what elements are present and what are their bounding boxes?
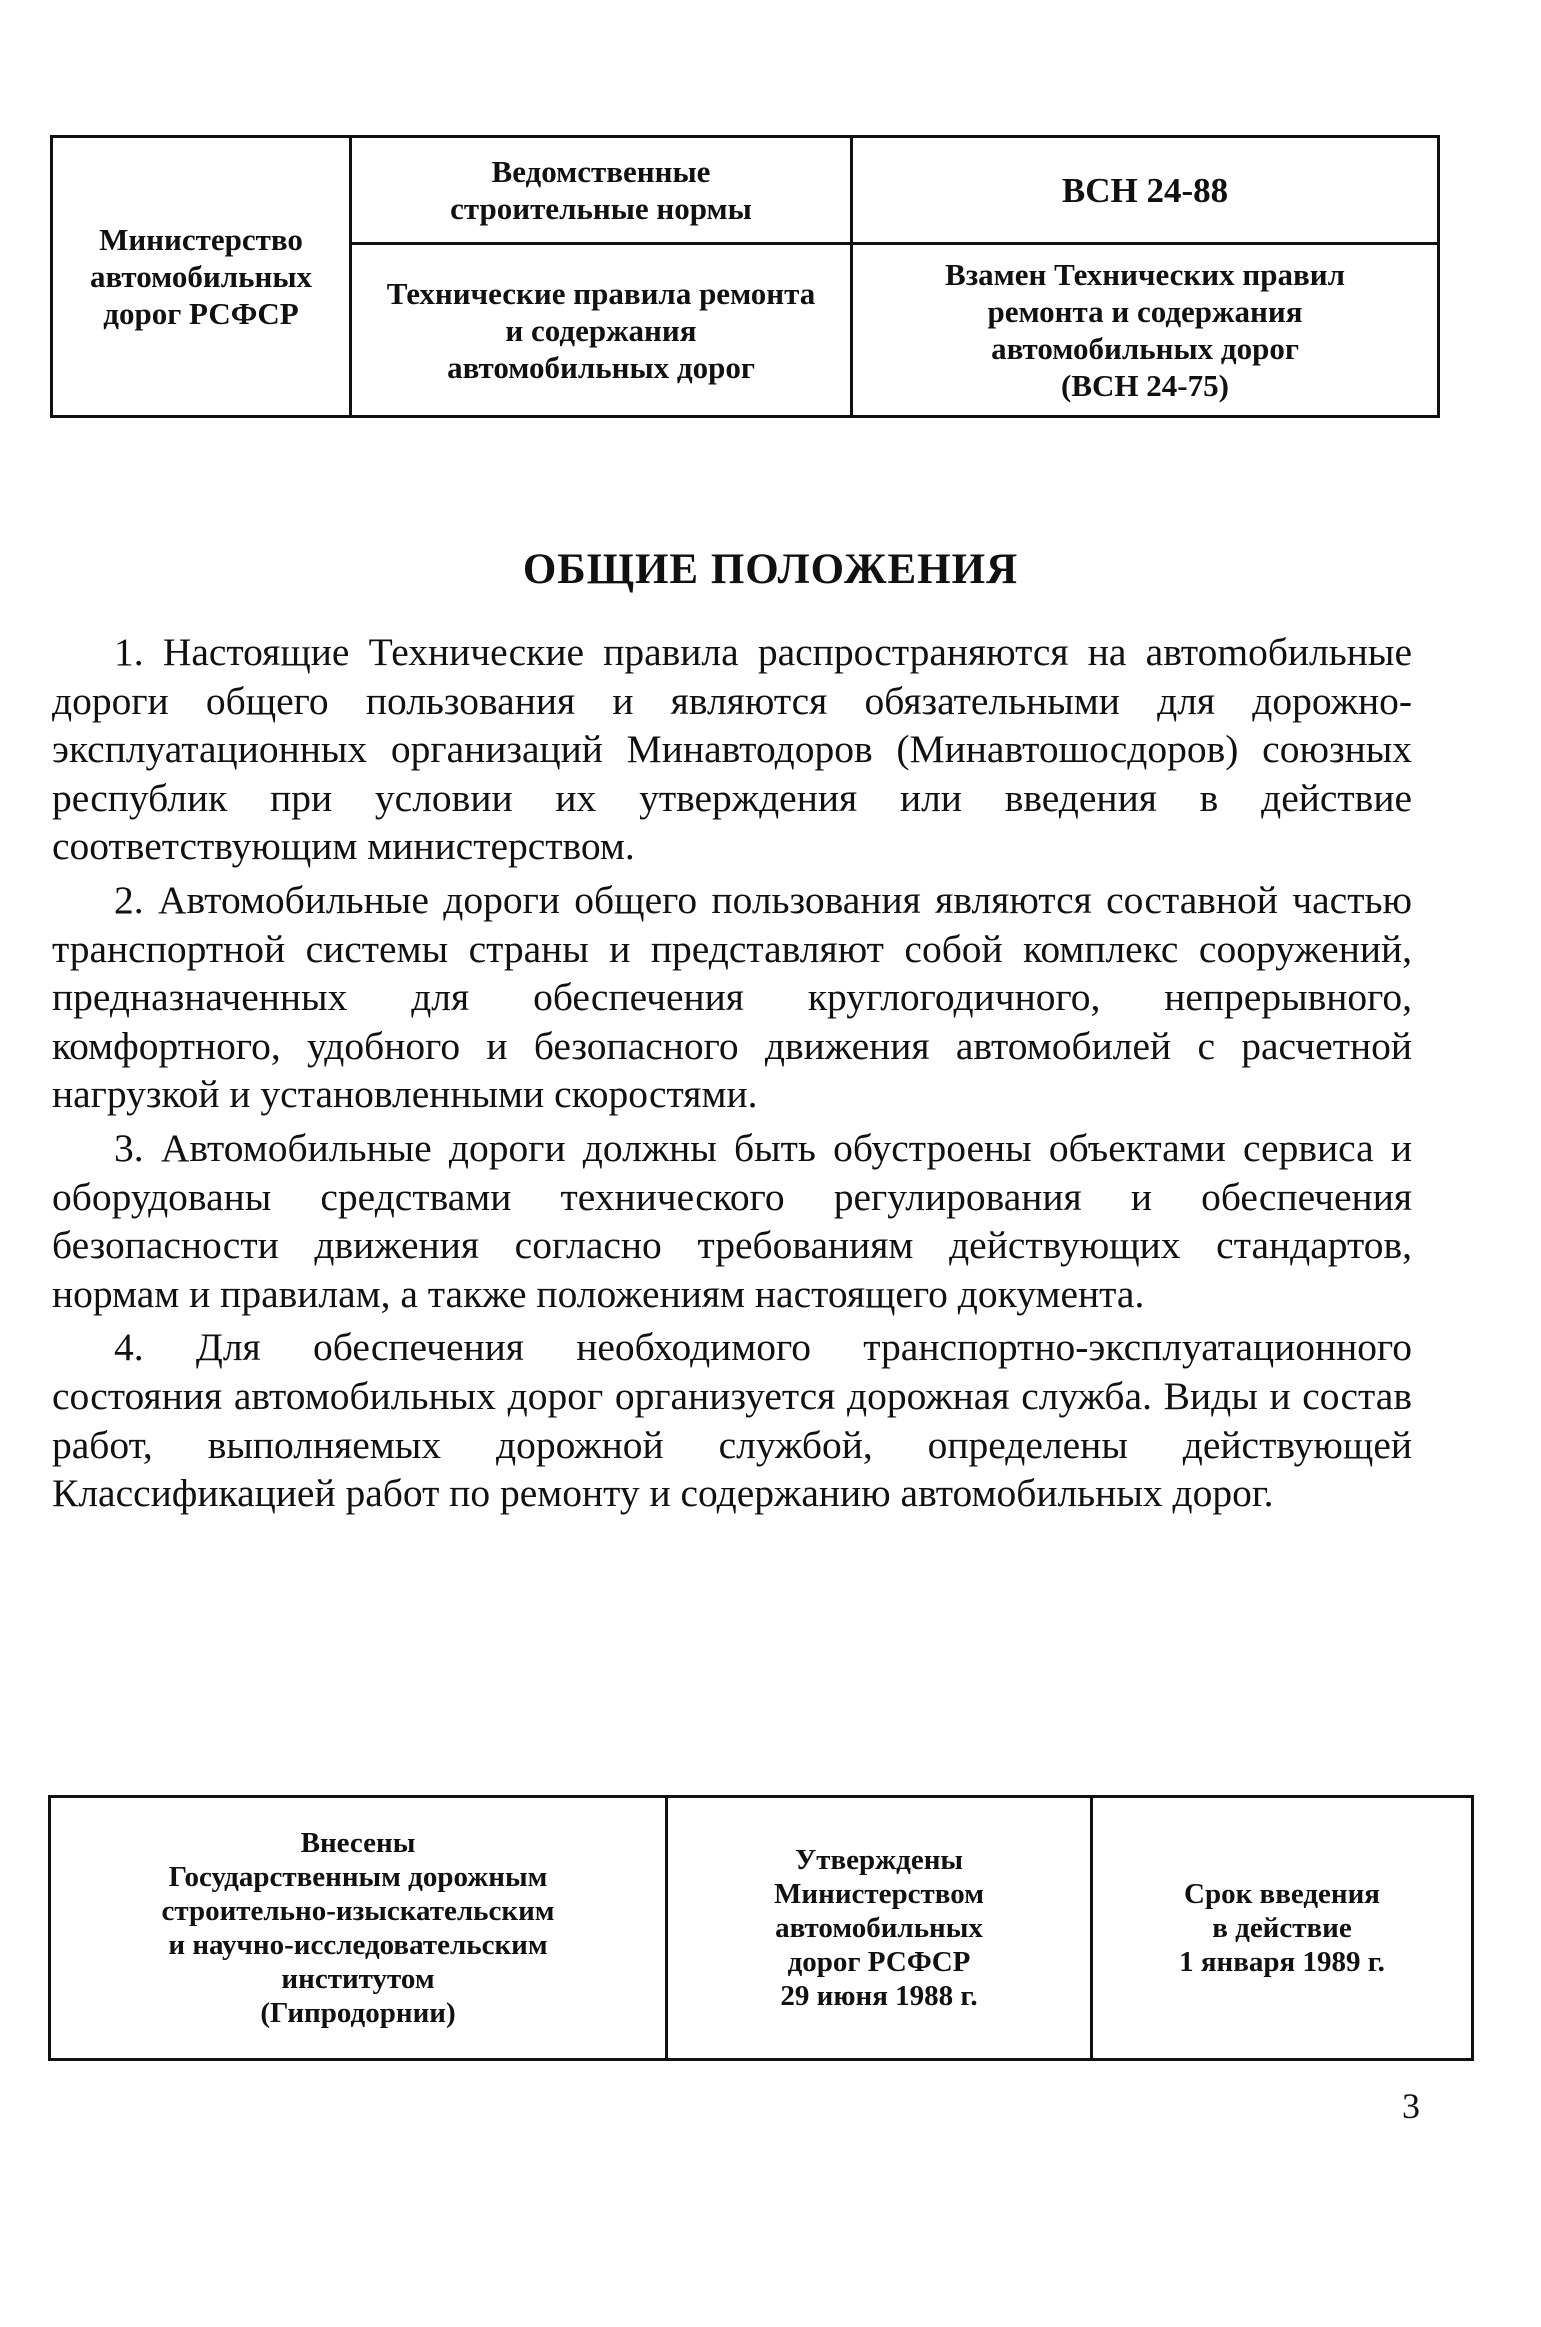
introduced-line: Внесены xyxy=(300,1827,416,1859)
norm-type-line: строительные нормы xyxy=(450,191,752,226)
ministry-line: дорог РСФСР xyxy=(103,296,299,331)
ministry-line: автомобильных xyxy=(89,259,313,294)
paragraph-2: 2. Автомобильные дороги общего пользования являются составной частью транспортной системы страны и представляют собой комплекс сооружений, предназначенных для обеспечения круглогодичного, непрерывного, комфортного, удобного и безопасного движения автомобилей с расчетной нагрузкой и установленными скоростями. xyxy=(52,877,1412,1117)
replaces-line: ремонта и содержания xyxy=(987,294,1303,329)
effective-line: 1 января 1989 г. xyxy=(1179,1946,1385,1978)
approved-line: Утверждены xyxy=(794,1844,964,1876)
introduced-line: (Гипродорнии) xyxy=(260,1997,456,2029)
approved-line: Министерством xyxy=(774,1878,984,1910)
approved-line: дорог РСФСР xyxy=(787,1946,971,1978)
norm-type-line: Ведомственные xyxy=(491,154,711,189)
ministry-line: Министерство xyxy=(99,222,303,257)
replaces-cell xyxy=(852,244,1439,417)
document-code: ВСН 24-88 xyxy=(852,137,1439,244)
footer-table xyxy=(48,1795,1474,2061)
document-title-line: Технические правила ремонта xyxy=(386,275,816,311)
paragraph-4: 4. Для обеспечения необходимого транспортно-эксплуатационного состояния автомобильных дорог организуется дорожная служба. Виды и состав работ, выполняемых дорожной службой, определены действующей Классификацией работ по ремонту и содержанию автомобильных дорог. xyxy=(52,1325,1412,1516)
paragraph-3: 3. Автомобильные дороги должны быть обустроены объектами сервиса и оборудованы средствами технического регулирования и обеспечения безопасности движения согласно требованиям действующих стандартов, нормам и правилам, а также положениям настоящего документа. xyxy=(52,1125,1412,1316)
effective-line: Срок введения xyxy=(1184,1878,1380,1910)
replaces-line: Взамен Технических правил xyxy=(945,257,1345,292)
approved-line: автомобильных xyxy=(775,1912,983,1944)
norm-type-cell xyxy=(351,137,852,244)
introduced-line: и научно-исследовательским xyxy=(168,1929,548,1961)
replaces-line: автомобильных дорог xyxy=(991,331,1299,366)
body-text xyxy=(52,628,1412,1523)
introduced-line: институтом xyxy=(281,1963,435,1995)
paragraph-1: 1. Настоящие Технические правила распространяются на автоmобильные дороги общего пользования и являются обязательными для дорожно-эксплуатационных организаций Минавтодоров (Минавтошосдоров) союзных республик при условии их утверждения или введения в действие соответствующим министерством. xyxy=(52,630,1412,869)
document-title-cell xyxy=(351,244,852,417)
approved-line: 29 июня 1988 г. xyxy=(780,1980,978,2012)
replaces-line: (ВСН 24-75) xyxy=(1061,368,1229,403)
header-table xyxy=(50,135,1440,418)
effective-line: в действие xyxy=(1212,1912,1352,1944)
effective-date-cell xyxy=(1092,1797,1473,2060)
document-title-line: автомобильных дорог xyxy=(447,349,755,385)
ministry-cell xyxy=(52,137,351,417)
page-number: 3 xyxy=(1402,2086,1420,2126)
introduced-line: строительно-изыскательским xyxy=(161,1895,555,1927)
document-title-line: и содержания xyxy=(505,312,697,348)
section-title: ОБЩИЕ ПОЛОЖЕНИЯ xyxy=(522,546,1019,593)
approved-cell xyxy=(667,1797,1092,2060)
introduced-line: Государственным дорожным xyxy=(168,1861,548,1893)
introduced-cell xyxy=(50,1797,667,2060)
